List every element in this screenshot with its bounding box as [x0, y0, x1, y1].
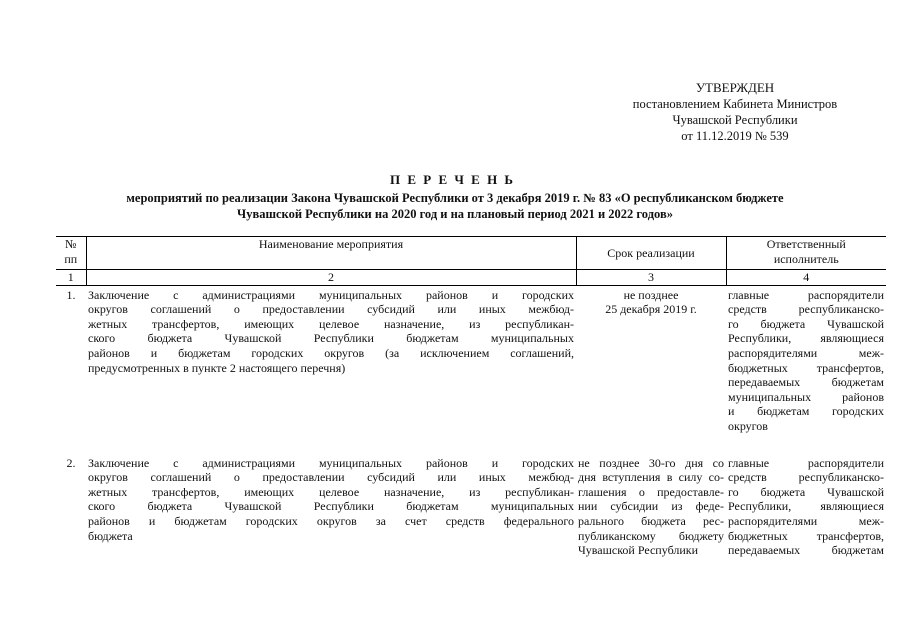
- row-responsible: главные распорядители средств республиканско- го бюджета Чувашской Республики, являющиеся распорядителями меж- бюджетных трансфертов, передаваемых бюджетам муниципальных районов и бюджетам городских округов: [728, 287, 884, 433]
- column-number: 1: [56, 270, 86, 286]
- row-spacer: [56, 434, 886, 454]
- row-name: Заключение с администрациями муниципальных районов и городских округов соглашений о предоставлении субсидий или иных межбюд- жетных трансфертов, имеющих целевое назначение, из республикан- ского бюджета Чувашской Республики бюджетам муниципальных районов и бюджетам городских округов за счет средств федерального бюджета: [88, 455, 574, 543]
- row-number: 2.: [66, 455, 76, 470]
- column-number: 2: [86, 270, 576, 286]
- table-header-row: [56, 237, 886, 270]
- document-title: П Е Р Е Ч Е Н Ь: [389, 172, 516, 187]
- column-number-row: [56, 270, 886, 286]
- table-row: [56, 285, 886, 433]
- approval-heading: УТВЕРЖДЕН: [695, 80, 775, 95]
- approval-republic: Чувашской Республики: [672, 113, 798, 127]
- row-name: Заключение с администрациями муниципальных районов и городских округов соглашений о предоставлении субсидий или иных межбюд- жетных трансфертов, имеющих целевое назначение, из республикан- ского бюджета Чувашской Республики бюджетам муниципальных районов и бюджетам городских округов (за исключением соглашений, предусмотренных в пункте 2 настоящего перечня): [88, 287, 574, 375]
- approval-resolution: постановлением Кабинета Министров: [632, 97, 838, 111]
- header-term: Срок реализации: [576, 237, 726, 270]
- approval-date-number: от 11.12.2019 № 539: [681, 129, 789, 143]
- row-responsible: главные распорядители средств республиканско- го бюджета Чувашской Республики, являющиеся распорядителями меж- бюджетных трансфертов, передаваемых бюджетам: [728, 455, 884, 558]
- approval-block: [600, 80, 870, 144]
- subtitle-line: Чувашской Республики на 2020 год и на плановый период 2021 и 2022 годов»: [237, 207, 673, 221]
- column-number: 4: [726, 270, 886, 286]
- column-number: 3: [576, 270, 726, 286]
- row-term: не позднее 30-го дня со дня вступления в силу со- глашения о предоставле- нии субсидии из феде- рального бюджета рес- публиканскому бюджету Чувашской Республики: [578, 455, 724, 558]
- document-subtitle: [70, 190, 840, 222]
- header-responsible: Ответственный исполнитель: [726, 237, 886, 270]
- table-row: [56, 454, 886, 558]
- subtitle-line: мероприятий по реализации Закона Чувашской Республики от 3 декабря 2019 г. № 83 «О республиканском бюджете: [126, 191, 784, 205]
- measures-table: [56, 236, 886, 558]
- header-name: Наименование мероприятия: [86, 237, 576, 270]
- header-number: № пп: [56, 237, 86, 270]
- row-number: 1.: [66, 287, 76, 302]
- row-term: не позднее 25 декабря 2019 г.: [605, 287, 697, 317]
